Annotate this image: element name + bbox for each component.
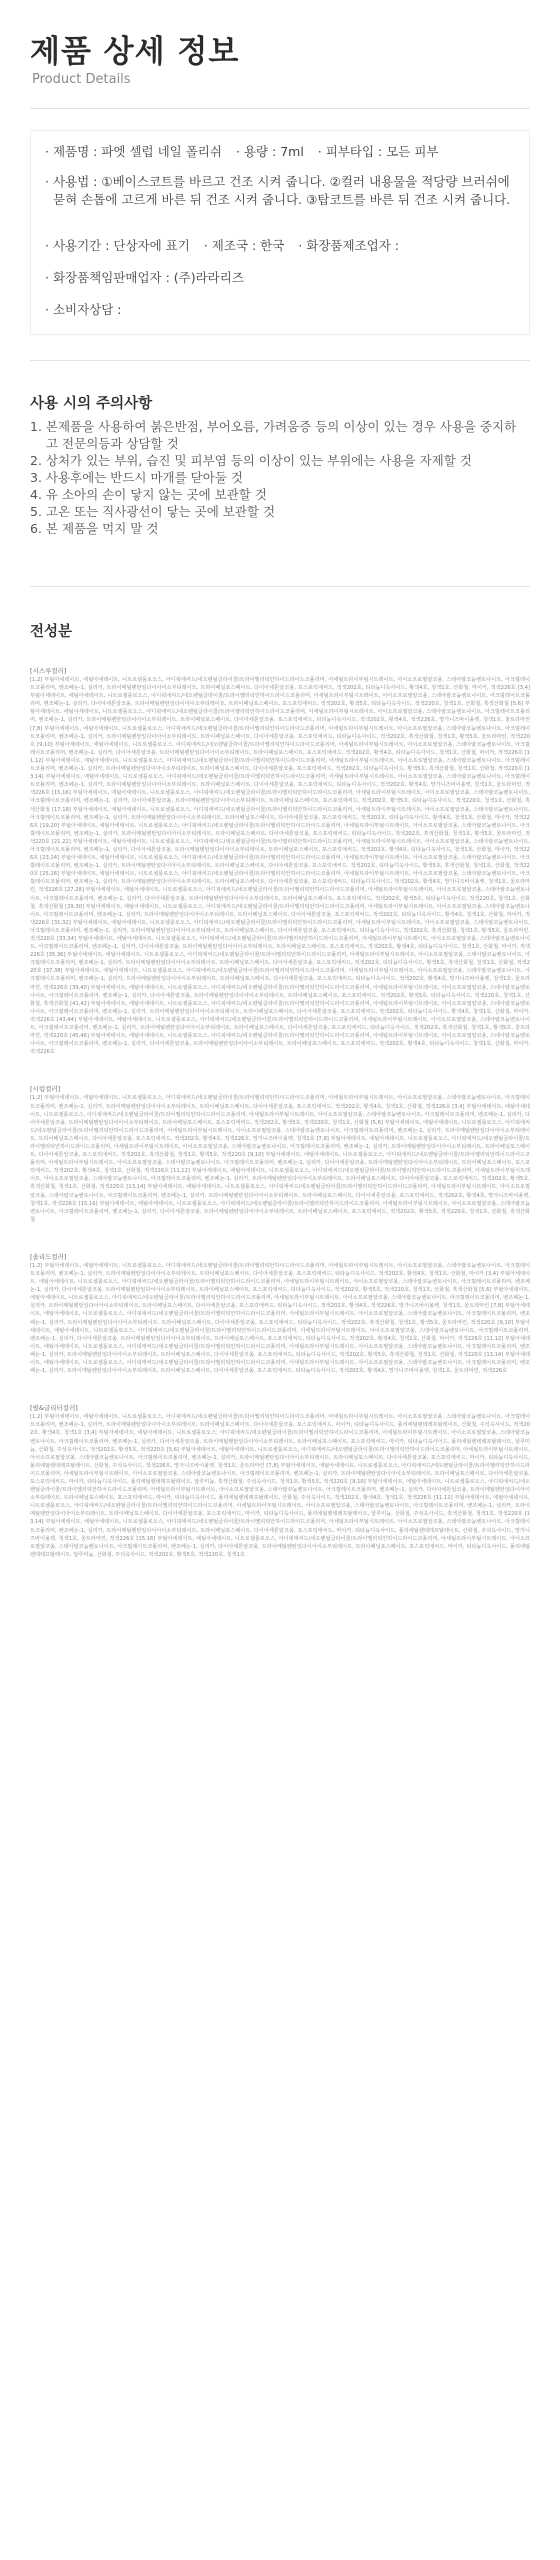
usage-text: 사용법 : ①베이스코트를 바르고 건조 시켜 줍니다. ②컬러 내용물을 적당량 브러쉬에 묻혀 손톱에 고르게 바른 뒤 건조 시켜 줍니다. ③탑코트를 바른 뒤 건조 시켜 줍니다. <box>53 174 511 207</box>
ingredient-group-text: [1,2] 부틸아세테이트, 에틸아세테이트, 니트로셀룰로오스, 아디픽애씨드/네오펜틸글라이콜/트라이멜리틱안하이드라이드코폴리머, 아세틸트라이부틸시트레이트, 아이소프로필알코올, 스테아랄코늄벤토나이트, 아크릴레이트코폴리머, 벤조페논-1, 실리카, 트라이메틸펜탄일다이아이소부티레이트, 트라이페닐포스페이트, 다이아세톤알코올, 포스포릭애씨드, 마이카, 티타늄디옥사이드, 폴리에틸렌테레프탈레이트, 산화철, 주석옥사이드, 적색202호, 황색4호, 청색1호 [3,4] 부틸아세테이트, 에틸아세테이트, 니트로셀룰로오스, 아디픽애씨드/네오펜틸글라이콜/트라이멜리틱안하이드라이드코폴리머, 아세틸트라이부틸시트레이트, 아이소프로필알코올, 스테아랄코늄벤토나이트, 아크릴레이트코폴리머, 벤조페논-1, 실리카, 다이아세톤알코올, 트라이메틸펜탄일다이아이소부티레이트, 트라이페닐포스페이트, 포스포릭애씨드, 마이카, 티타늄디옥사이드, 폴리에틸렌테레프탈레이트, 알루미늄, 산화철, 주석옥사이드, 적색202호, 황색5호, 적색220호 [5,6] 부틸아세테이트, 에틸아세테이트, 니트로셀룰로오스, 아디픽애씨드/네오펜틸글라이콜/트라이멜리틱안하이드라이드코폴리머, 아세틸트라이부틸시트레이트, 아이소프로필알코올, 스테아랄코늄벤토나이트, 아크릴레이트코폴리머, 벤조페논-1, 실리카, 트라이메틸펜탄일다이아이소부티레이트, 트라이페닐포스페이트, 다이아세톤알코올, 포스포릭애씨드, 마이카, 티타늄디옥사이드, 폴리에틸렌테레프탈레이트, 산화철, 주석옥사이드, 적색226호, 망가니즈바이올렛, 청색1호, 울트라마린 [7,8] 부틸아세테이트, 에틸아세테이트, 니트로셀룰로오스, 아디픽애씨드/네오펜틸글라이콜/트라이멜리틱안하이드라이드코폴리머, 아세틸트라이부틸시트레이트, 아이소프로필알코올, 스테아랄코늄벤토나이트, 아크릴레이트코폴리머, 벤조페논-1, 실리카, 트라이메틸펜탄일다이아이소부티레이트, 트라이페닐포스페이트, 다이아세톤알코올, 포스포릭애씨드, 마이카, 티타늄디옥사이드, 폴리에틸렌테레프탈레이트, 알루미늄, 흑색산화철, 주석옥사이드, 청색1호, 황색5호, 적색220호 [9,10] 부틸아세테이트, 에틸아세테이트, 니트로셀룰로오스, 아디픽애씨드/네오펜틸글라이콜/트라이멜리틱안하이드라이드코폴리머, 아세틸트라이부틸시트레이트, 아이소프로필알코올, 스테아랄코늄벤토나이트, 아크릴레이트코폴리머, 벤조페논-1, 실리카, 다이아세톤알코올, 트라이메틸펜탄일다이아이소부티레이트, 트라이페닐포스페이트, 포스포릭애씨드, 마이카, 티타늄디옥사이드, 폴리에틸렌테레프탈레이트, 산화철, 주석옥사이드, 적색202호, 황색4호, 청색1호, 적색226호 [11,12] 부틸아세테이트, 에틸아세테이트, 니트로셀룰로오스, 아디픽애씨드/네오펜틸글라이콜/트라이멜리틱안하이드라이드코폴리머, 아세틸트라이부틸시트레이트, 아이소프로필알코올, 스테아랄코늄벤토나이트, 아크릴레이트코폴리머, 벤조페논-1, 실리카, 트라이메틸펜탄일다이아이소부티레이트, 트라이페닐포스페이트, 다이아세톤알코올, 포스포릭애씨드, 마이카, 티타늄디옥사이드, 폴리에틸렌테레프탈레이트, 알루미늄, 산화철, 주석옥사이드, 흑색산화철, 청색1호, 적색220호 [13,14] 부틸아세테이트, 에틸아세테이트, 니트로셀룰로오스, 아디픽애씨드/네오펜틸글라이콜/트라이멜리틱안하이드라이드코폴리머, 아세틸트라이부틸시트레이트, 아이소프로필알코올, 스테아랄코늄벤토나이트, 아크릴레이트코폴리머, 벤조페논-1, 실리카, 트라이메틸펜탄일다이아이소부티레이트, 트라이페닐포스페이트, 다이아세톤알코올, 포스포릭애씨드, 마이카, 티타늄디옥사이드, 폴리에틸렌테레프탈레이트, 산화철, 주석옥사이드, 망가니즈바이올렛, 청색1호, 울트라마린, 적색226호 [15,16] 부틸아세테이트, 에틸아세테이트, 니트로셀룰로오스, 아디픽애씨드/네오펜틸글라이콜/트라이멜리틱안하이드라이드코폴리머, 아세틸트라이부틸시트레이트, 아이소프로필알코올, 스테아랄코늄벤토나이트, 아크릴레이트코폴리머, 벤조페논-1, 실리카, 다이아세톤알코올, 트라이메틸펜탄일다이아이소부티레이트, 트라이페닐포스페이트, 포스포릭애씨드, 마이카, 티타늄디옥사이드, 폴리에틸렌테레프탈레이트, 알루미늄, 산화철, 주석옥사이드, 적색202호, 황색5호, 적색220호, 청색1호 <box>30 1414 530 1558</box>
product-info-box <box>30 130 530 335</box>
ingredient-group-heading: [펄&글리터컬러] <box>30 1404 78 1413</box>
info-country: · 제조국 : 한국 <box>203 238 285 253</box>
cautions-list <box>30 418 530 537</box>
caution-item: 3. 사용후에는 반드시 마개를 닫아둘 것 <box>30 470 243 485</box>
usage-bullet: · <box>45 174 49 189</box>
ingredient-group-heading: [시스루컬러] <box>30 667 67 675</box>
info-product-name: · 제품명 : 파엣 셀럽 네일 폴리쉬 <box>45 144 222 159</box>
ingredient-group-text: [1,2] 부틸아세테이트, 에틸아세테이트, 니트로셀룰로오스, 아디픽애씨드/네오펜틸글라이콜/트라이멜리틱안하이드라이드코폴리머, 아세틸트라이부틸시트레이트, 아이소프로필알코올, 스테아랄코늄벤토나이트, 아크릴레이트코폴리머, 벤조페논-1, 실리카, 트라이메틸펜탄일다이아이소부티레이트, 트라이페닐포스페이트, 다이아세톤알코올, 포스포릭애씨드, 티타늄디옥사이드, 적색202호, 황색4호, 청색1호, 산화철, 마이카 [3,4] 부틸아세테이트, 에틸아세테이트, 니트로셀룰로오스, 아디픽애씨드/네오펜틸글라이콜/트라이멜리틱안하이드라이드코폴리머, 아세틸트라이부틸시트레이트, 아이소프로필알코올, 스테아랄코늄벤토나이트, 아크릴레이트코폴리머, 벤조페논-1, 실리카, 다이아세톤알코올, 트라이메틸펜탄일다이아이소부티레이트, 트라이페닐포스페이트, 포스포릭애씨드, 티타늄디옥사이드, 적색202호, 황색5호, 적색220호, 청색1호, 산화철, 흑색산화철 [5,6] 부틸아세테이트, 에틸아세테이트, 니트로셀룰로오스, 아디픽애씨드/네오펜틸글라이콜/트라이멜리틱안하이드라이드코폴리머, 아세틸트라이부틸시트레이트, 아이소프로필알코올, 스테아랄코늄벤토나이트, 아크릴레이트코폴리머, 벤조페논-1, 실리카, 트라이메틸펜탄일다이아이소부티레이트, 트라이페닐포스페이트, 다이아세톤알코올, 포스포릭애씨드, 티타늄디옥사이드, 적색202호, 황색4호, 적색226호, 망가니즈바이올렛, 청색1호, 울트라마린 [7,8] 부틸아세테이트, 에틸아세테이트, 니트로셀룰로오스, 아디픽애씨드/네오펜틸글라이콜/트라이멜리틱안하이드라이드코폴리머, 아세틸트라이부틸시트레이트, 아이소프로필알코올, 스테아랄코늄벤토나이트, 아크릴레이트코폴리머, 벤조페논-1, 실리카, 트라이메틸펜탄일다이아이소부티레이트, 트라이페닐포스페이트, 다이아세톤알코올, 포스포릭애씨드, 티타늄디옥사이드, 적색202호, 흑색산화철, 청색1호, 황색5호, 울트라마린, 적색220호 [9,10] 부틸아세테이트, 에틸아세테이트, 니트로셀룰로오스, 아디픽애씨드/네오펜틸글라이콜/트라이멜리틱안하이드라이드코폴리머, 아세틸트라이부틸시트레이트, 아이소프로필알코올, 스테아랄코늄벤토나이트, 아크릴레이트코폴리머, 벤조페논-1, 실리카, 다이아세톤알코올, 트라이메틸펜탄일다이아이소부티레이트, 트라이페닐포스페이트, 포스포릭애씨드, 티타늄디옥사이드, 적색202호, 황색4호, 청색1호, 산화철, 마이카, 적색226호 [11,12] 부틸아세테이트, 에틸아세테이트, 니트로셀룰로오스, 아디픽애씨드/네오펜틸글라이콜/트라이멜리틱안하이드라이드코폴리머, 아세틸트라이부틸시트레이트, 아이소프로필알코올, 스테아랄코늄벤토나이트, 아크릴레이트코폴리머, 벤조페논-1, 실리카, 트라이메틸펜탄일다이아이소부티레이트, 트라이페닐포스페이트, 다이아세톤알코올, 포스포릭애씨드, 티타늄디옥사이드, 적색202호, 황색5호, 흑색산화철, 청색1호, 산화철, 적색220호 [13,14] 부틸아세테이트, 에틸아세테이트, 니트로셀룰로오스, 아디픽애씨드/네오펜틸글라이콜/트라이멜리틱안하이드라이드코폴리머, 아세틸트라이부틸시트레이트, 아이소프로필알코올, 스테아랄코늄벤토나이트, 아크릴레이트코폴리머, 벤조페논-1, 실리카, 트라이메틸펜탄일다이아이소부티레이트, 트라이페닐포스페이트, 다이아세톤알코올, 포스포릭애씨드, 티타늄디옥사이드, 적색202호, 황색4호, 망가니즈바이올렛, 청색1호, 울트라마린, 적색226호 <box>30 1262 530 1375</box>
info-volume: · 용량 : 7ml <box>235 144 304 159</box>
info-row-basic <box>45 143 438 161</box>
page-subtitle: Product Details <box>32 72 131 87</box>
ingredients-title: 전성분 <box>30 624 73 640</box>
info-period: · 사용기간 : 단상자에 표기 <box>45 238 190 253</box>
info-row-origin <box>45 237 399 255</box>
page-title: 제품 상세 정보 <box>30 34 240 70</box>
title-divider <box>30 108 530 109</box>
cautions-title: 사용 시의 주의사항 <box>30 396 153 412</box>
caution-item: 2. 상처가 있는 부위, 습진 및 피부염 등의 이상이 있는 부위에는 사용을 자제할 것 <box>30 453 472 468</box>
info-seller: · 화장품책임판매업자 : (주)라라리즈 <box>45 270 244 285</box>
caution-item: 1. 본제품을 사용하여 붉은반점, 부어오름, 가려움증 등의 이상이 있는 경우 사용을 중지하고 전문의등과 상담할 것 <box>30 419 517 451</box>
info-skin-type: · 피부타입 : 모든 피부 <box>317 144 439 159</box>
info-consultation: · 소비자상담 : <box>45 302 122 317</box>
section-divider-1 <box>30 360 530 361</box>
caution-item: 4. 유 소아의 손이 닿지 않는 곳에 보관할 것 <box>30 487 267 502</box>
ingredient-group-heading: [시럽컬러] <box>30 1085 61 1094</box>
ingredient-group-text: [1,2] 부틸아세테이트, 에틸아세테이트, 니트로셀룰로오스, 아디픽애씨드/네오펜틸글라이콜/트라이멜리틱안하이드라이드코폴리머, 아세틸트라이부틸시트레이트, 아이소프로필알코올, 스테아랄코늄벤토나이트, 아크릴레이트코폴리머, 벤조페논-1, 실리카, 트라이메틸펜탄일다이아이소부티레이트, 트라이페닐포스페이트, 다이아세톤알코올, 포스포릭애씨드, 적색202호, 티타늄디옥사이드, 황색4호, 청색1호, 산화철, 마이카, 적색226호 [3,4] 부틸아세테이트, 에틸아세테이트, 니트로셀룰로오스, 아디픽애씨드/네오펜틸글라이콜/트라이멜리틱안하이드라이드코폴리머, 아세틸트라이부틸시트레이트, 아이소프로필알코올, 스테아랄코늄벤토나이트, 아크릴레이트코폴리머, 벤조페논-1, 실리카, 다이아세톤알코올, 트라이메틸펜탄일다이아이소부티레이트, 트라이페닐포스페이트, 포스포릭애씨드, 적색202호, 황색5호, 티타늄디옥사이드, 적색220호, 청색1호, 산화철, 흑색산화철 [5,6] 부틸아세테이트, 에틸아세테이트, 니트로셀룰로오스, 아디픽애씨드/네오펜틸글라이콜/트라이멜리틱안하이드라이드코폴리머, 아세틸트라이부틸시트레이트, 아이소프로필알코올, 스테아랄코늄벤토나이트, 아크릴레이트코폴리머, 벤조페논-1, 실리카, 트라이메틸펜탄일다이아이소부티레이트, 트라이페닐포스페이트, 다이아세톤알코올, 포스포릭애씨드, 티타늄디옥사이드, 적색202호, 황색4호, 적색226호, 망가니즈바이올렛, 청색1호, 울트라마린 [7,8] 부틸아세테이트, 에틸아세테이트, 니트로셀룰로오스, 아디픽애씨드/네오펜틸글라이콜/트라이멜리틱안하이드라이드코폴리머, 아세틸트라이부틸시트레이트, 아이소프로필알코올, 스테아랄코늄벤토나이트, 아크릴레이트코폴리머, 벤조페논-1, 실리카, 트라이메틸펜탄일다이아이소부티레이트, 트라이페닐포스페이트, 다이아세톤알코올, 포스포릭애씨드, 티타늄디옥사이드, 적색202호, 흑색산화철, 청색1호, 황색5호, 울트라마린, 적색220호 [9,10] 부틸아세테이트, 에틸아세테이트, 니트로셀룰로오스, 아디픽애씨드/네오펜틸글라이콜/트라이멜리틱안하이드라이드코폴리머, 아세틸트라이부틸시트레이트, 아이소프로필알코올, 스테아랄코늄벤토나이트, 아크릴레이트코폴리머, 벤조페논-1, 실리카, 다이아세톤알코올, 트라이메틸펜탄일다이아이소부티레이트, 트라이페닐포스페이트, 포스포릭애씨드, 적색202호, 황색4호, 티타늄디옥사이드, 청색1호, 산화철, 마이카, 적색226호 [11,12] 부틸아세테이트, 에틸아세테이트, 니트로셀룰로오스, 아디픽애씨드/네오펜틸글라이콜/트라이멜리틱안하이드라이드코폴리머, 아세틸트라이부틸시트레이트, 아이소프로필알코올, 스테아랄코늄벤토나이트, 아크릴레이트코폴리머, 벤조페논-1, 실리카, 트라이메틸펜탄일다이아이소부티레이트, 트라이페닐포스페이트, 다이아세톤알코올, 포스포릭애씨드, 적색202호, 티타늄디옥사이드, 황색5호, 흑색산화철, 청색1호, 산화철, 적색220호 [13,14] 부틸아세테이트, 에틸아세테이트, 니트로셀룰로오스, 아디픽애씨드/네오펜틸글라이콜/트라이멜리틱안하이드라이드코폴리머, 아세틸트라이부틸시트레이트, 아이소프로필알코올, 스테아랄코늄벤토나이트, 아크릴레이트코폴리머, 벤조페논-1, 실리카, 트라이메틸펜탄일다이아이소부티레이트, 트라이페닐포스페이트, 다이아세톤알코올, 포스포릭애씨드, 티타늄디옥사이드, 적색202호, 황색4호, 망가니즈바이올렛, 청색1호, 울트라마린, 적색226호 [15,16] 부틸아세테이트, 에틸아세테이트, 니트로셀룰로오스, 아디픽애씨드/네오펜틸글라이콜/트라이멜리틱안하이드라이드코폴리머, 아세틸트라이부틸시트레이트, 아이소프로필알코올, 스테아랄코늄벤토나이트, 아크릴레이트코폴리머, 벤조페논-1, 실리카, 다이아세톤알코올, 트라이메틸펜탄일다이아이소부티레이트, 트라이페닐포스페이트, 포스포릭애씨드, 적색202호, 황색5호, 티타늄디옥사이드, 적색220호, 청색1호, 산화철, 흑색산화철 [17,18] 부틸아세테이트, 에틸아세테이트, 니트로셀룰로오스, 아디픽애씨드/네오펜틸글라이콜/트라이멜리틱안하이드라이드코폴리머, 아세틸트라이부틸시트레이트, 아이소프로필알코올, 스테아랄코늄벤토나이트, 아크릴레이트코폴리머, 벤조페논-1, 실리카, 트라이메틸펜탄일다이아이소부티레이트, 트라이페닐포스페이트, 다이아세톤알코올, 포스포릭애씨드, 적색202호, 티타늄디옥사이드, 황색4호, 청색1호, 산화철, 마이카, 적색226호 [19,20] 부틸아세테이트, 에틸아세테이트, 니트로셀룰로오스, 아디픽애씨드/네오펜틸글라이콜/트라이멜리틱안하이드라이드코폴리머, 아세틸트라이부틸시트레이트, 아이소프로필알코올, 스테아랄코늄벤토나이트, 아크릴레이트코폴리머, 벤조페논-1, 실리카, 트라이메틸펜탄일다이아이소부티레이트, 트라이페닐포스페이트, 다이아세톤알코올, 포스포릭애씨드, 티타늄디옥사이드, 적색202호, 흑색산화철, 청색1호, 황색5호, 울트라마린, 적색220호 [21,22] 부틸아세테이트, 에틸아세테이트, 니트로셀룰로오스, 아디픽애씨드/네오펜틸글라이콜/트라이멜리틱안하이드라이드코폴리머, 아세틸트라이부틸시트레이트, 아이소프로필알코올, 스테아랄코늄벤토나이트, 아크릴레이트코폴리머, 벤조페논-1, 실리카, 다이아세톤알코올, 트라이메틸펜탄일다이아이소부티레이트, 트라이페닐포스페이트, 포스포릭애씨드, 적색202호, 황색4호, 티타늄디옥사이드, 청색1호, 산화철, 마이카, 적색226호 [23,24] 부틸아세테이트, 에틸아세테이트, 니트로셀룰로오스, 아디픽애씨드/네오펜틸글라이콜/트라이멜리틱안하이드라이드코폴리머, 아세틸트라이부틸시트레이트, 아이소프로필알코올, 스테아랄코늄벤토나이트, 아크릴레이트코폴리머, 벤조페논-1, 실리카, 트라이메틸펜탄일다이아이소부티레이트, 트라이페닐포스페이트, 다이아세톤알코올, 포스포릭애씨드, 적색202호, 티타늄디옥사이드, 황색5호, 흑색산화철, 청색1호, 산화철, 적색220호 [25,26] 부틸아세테이트, 에틸아세테이트, 니트로셀룰로오스, 아디픽애씨드/네오펜틸글라이콜/트라이멜리틱안하이드라이드코폴리머, 아세틸트라이부틸시트레이트, 아이소프로필알코올, 스테아랄코늄벤토나이트, 아크릴레이트코폴리머, 벤조페논-1, 실리카, 트라이메틸펜탄일다이아이소부티레이트, 트라이페닐포스페이트, 다이아세톤알코올, 포스포릭애씨드, 티타늄디옥사이드, 적색202호, 황색4호, 망가니즈바이올렛, 청색1호, 울트라마린, 적색226호 [27,28] 부틸아세테이트, 에틸아세테이트, 니트로셀룰로오스, 아디픽애씨드/네오펜틸글라이콜/트라이멜리틱안하이드라이드코폴리머, 아세틸트라이부틸시트레이트, 아이소프로필알코올, 스테아랄코늄벤토나이트, 아크릴레이트코폴리머, 벤조페논-1, 실리카, 다이아세톤알코올, 트라이메틸펜탄일다이아이소부티레이트, 트라이페닐포스페이트, 포스포릭애씨드, 적색202호, 황색5호, 티타늄디옥사이드, 적색220호, 청색1호, 산화철, 흑색산화철 [29,30] 부틸아세테이트, 에틸아세테이트, 니트로셀룰로오스, 아디픽애씨드/네오펜틸글라이콜/트라이멜리틱안하이드라이드코폴리머, 아세틸트라이부틸시트레이트, 아이소프로필알코올, 스테아랄코늄벤토나이트, 아크릴레이트코폴리머, 벤조페논-1, 실리카, 트라이메틸펜탄일다이아이소부티레이트, 트라이페닐포스페이트, 다이아세톤알코올, 포스포릭애씨드, 적색202호, 티타늄디옥사이드, 황색4호, 청색1호, 산화철, 마이카, 적색226호 [31,32] 부틸아세테이트, 에틸아세테이트, 니트로셀룰로오스, 아디픽애씨드/네오펜틸글라이콜/트라이멜리틱안하이드라이드코폴리머, 아세틸트라이부틸시트레이트, 아이소프로필알코올, 스테아랄코늄벤토나이트, 아크릴레이트코폴리머, 벤조페논-1, 실리카, 트라이메틸펜탄일다이아이소부티레이트, 트라이페닐포스페이트, 다이아세톤알코올, 포스포릭애씨드, 티타늄디옥사이드, 적색202호, 흑색산화철, 청색1호, 황색5호, 울트라마린, 적색220호 [33,34] 부틸아세테이트, 에틸아세테이트, 니트로셀룰로오스, 아디픽애씨드/네오펜틸글라이콜/트라이멜리틱안하이드라이드코폴리머, 아세틸트라이부틸시트레이트, 아이소프로필알코올, 스테아랄코늄벤토나이트, 아크릴레이트코폴리머, 벤조페논-1, 실리카, 다이아세톤알코올, 트라이메틸펜탄일다이아이소부티레이트, 트라이페닐포스페이트, 포스포릭애씨드, 적색202호, 황색4호, 티타늄디옥사이드, 청색1호, 산화철, 마이카, 적색226호 [35,36] 부틸아세테이트, 에틸아세테이트, 니트로셀룰로오스, 아디픽애씨드/네오펜틸글라이콜/트라이멜리틱안하이드라이드코폴리머, 아세틸트라이부틸시트레이트, 아이소프로필알코올, 스테아랄코늄벤토나이트, 아크릴레이트코폴리머, 벤조페논-1, 실리카, 트라이메틸펜탄일다이아이소부티레이트, 트라이페닐포스페이트, 다이아세톤알코올, 포스포릭애씨드, 적색202호, 티타늄디옥사이드, 황색5호, 흑색산화철, 청색1호, 산화철, 적색220호 [37,38] 부틸아세테이트, 에틸아세테이트, 니트로셀룰로오스, 아디픽애씨드/네오펜틸글라이콜/트라이멜리틱안하이드라이드코폴리머, 아세틸트라이부틸시트레이트, 아이소프로필알코올, 스테아랄코늄벤토나이트, 아크릴레이트코폴리머, 벤조페논-1, 실리카, 트라이메틸펜탄일다이아이소부티레이트, 트라이페닐포스페이트, 다이아세톤알코올, 포스포릭애씨드, 티타늄디옥사이드, 적색202호, 황색4호, 망가니즈바이올렛, 청색1호, 울트라마린, 적색226호 [39,40] 부틸아세테이트, 에틸아세테이트, 니트로셀룰로오스, 아디픽애씨드/네오펜틸글라이콜/트라이멜리틱안하이드라이드코폴리머, 아세틸트라이부틸시트레이트, 아이소프로필알코올, 스테아랄코늄벤토나이트, 아크릴레이트코폴리머, 벤조페논-1, 실리카, 다이아세톤알코올, 트라이메틸펜탄일다이아이소부티레이트, 트라이페닐포스페이트, 포스포릭애씨드, 적색202호, 황색5호, 티타늄디옥사이드, 적색220호, 청색1호, 산화철, 흑색산화철 [41,42] 부틸아세테이트, 에틸아세테이트, 니트로셀룰로오스, 아디픽애씨드/네오펜틸글라이콜/트라이멜리틱안하이드라이드코폴리머, 아세틸트라이부틸시트레이트, 아이소프로필알코올, 스테아랄코늄벤토나이트, 아크릴레이트코폴리머, 벤조페논-1, 실리카, 트라이메틸펜탄일다이아이소부티레이트, 트라이페닐포스페이트, 다이아세톤알코올, 포스포릭애씨드, 적색202호, 티타늄디옥사이드, 황색4호, 청색1호, 산화철, 마이카, 적색226호 [43,44] 부틸아세테이트, 에틸아세테이트, 니트로셀룰로오스, 아디픽애씨드/네오펜틸글라이콜/트라이멜리틱안하이드라이드코폴리머, 아세틸트라이부틸시트레이트, 아이소프로필알코올, 스테아랄코늄벤토나이트, 아크릴레이트코폴리머, 벤조페논-1, 실리카, 트라이메틸펜탄일다이아이소부티레이트, 트라이페닐포스페이트, 다이아세톤알코올, 포스포릭애씨드, 티타늄디옥사이드, 적색202호, 흑색산화철, 청색1호, 황색5호, 울트라마린, 적색220호 [45,46] 부틸아세테이트, 에틸아세테이트, 니트로셀룰로오스, 아디픽애씨드/네오펜틸글라이콜/트라이멜리틱안하이드라이드코폴리머, 아세틸트라이부틸시트레이트, 아이소프로필알코올, 스테아랄코늄벤토나이트, 아크릴레이트코폴리머, 벤조페논-1, 실리카, 다이아세톤알코올, 트라이메틸펜탄일다이아이소부티레이트, 트라이페닐포스페이트, 포스포릭애씨드, 적색202호, 황색4호, 티타늄디옥사이드, 청색1호, 산화철, 마이카, 적색226호 <box>30 677 530 1056</box>
info-manufacturer: · 화장품제조업자 : <box>298 238 399 253</box>
section-divider-2 <box>30 586 530 587</box>
ingredients-list <box>30 660 530 1559</box>
ingredient-group-text: [1,2] 부틸아세테이트, 에틸아세테이트, 니트로셀룰로오스, 아디픽애씨드/네오펜틸글라이콜/트라이멜리틱안하이드라이드코폴리머, 아세틸트라이부틸시트레이트, 아이소프로필알코올, 스테아랄코늄벤토나이트, 아크릴레이트코폴리머, 벤조페논-1, 실리카, 트라이메틸펜탄일다이아이소부티레이트, 트라이페닐포스페이트, 다이아세톤알코올, 포스포릭애씨드, 적색202호, 황색4호, 청색1호, 산화철, 적색226호 [3,4] 부틸아세테이트, 에틸아세테이트, 니트로셀룰로오스, 아디픽애씨드/네오펜틸글라이콜/트라이멜리틱안하이드라이드코폴리머, 아세틸트라이부틸시트레이트, 아이소프로필알코올, 스테아랄코늄벤토나이트, 아크릴레이트코폴리머, 벤조페논-1, 실리카, 다이아세톤알코올, 트라이메틸펜탄일다이아이소부티레이트, 트라이페닐포스페이트, 포스포릭애씨드, 적색202호, 황색5호, 적색220호, 청색1호, 산화철 [5,6] 부틸아세테이트, 에틸아세테이트, 니트로셀룰로오스, 아디픽애씨드/네오펜틸글라이콜/트라이멜리틱안하이드라이드코폴리머, 아세틸트라이부틸시트레이트, 아이소프로필알코올, 스테아랄코늄벤토나이트, 아크릴레이트코폴리머, 벤조페논-1, 실리카, 트라이메틸펜탄일다이아이소부티레이트, 트라이페닐포스페이트, 다이아세톤알코올, 포스포릭애씨드, 적색202호, 황색4호, 적색226호, 망가니즈바이올렛, 청색1호 [7,8] 부틸아세테이트, 에틸아세테이트, 니트로셀룰로오스, 아디픽애씨드/네오펜틸글라이콜/트라이멜리틱안하이드라이드코폴리머, 아세틸트라이부틸시트레이트, 아이소프로필알코올, 스테아랄코늄벤토나이트, 아크릴레이트코폴리머, 벤조페논-1, 실리카, 트라이메틸펜탄일다이아이소부티레이트, 트라이페닐포스페이트, 다이아세톤알코올, 포스포릭애씨드, 적색202호, 흑색산화철, 청색1호, 황색5호, 적색220호 [9,10] 부틸아세테이트, 에틸아세테이트, 니트로셀룰로오스, 아디픽애씨드/네오펜틸글라이콜/트라이멜리틱안하이드라이드코폴리머, 아세틸트라이부틸시트레이트, 아이소프로필알코올, 스테아랄코늄벤토나이트, 아크릴레이트코폴리머, 벤조페논-1, 실리카, 다이아세톤알코올, 트라이메틸펜탄일다이아이소부티레이트, 트라이페닐포스페이트, 포스포릭애씨드, 적색202호, 황색4호, 청색1호, 산화철, 적색226호 [11,12] 부틸아세테이트, 에틸아세테이트, 니트로셀룰로오스, 아디픽애씨드/네오펜틸글라이콜/트라이멜리틱안하이드라이드코폴리머, 아세틸트라이부틸시트레이트, 아이소프로필알코올, 스테아랄코늄벤토나이트, 아크릴레이트코폴리머, 벤조페논-1, 실리카, 트라이메틸펜탄일다이아이소부티레이트, 트라이페닐포스페이트, 다이아세톤알코올, 포스포릭애씨드, 적색202호, 황색5호, 흑색산화철, 청색1호, 산화철, 적색220호 [13,14] 부틸아세테이트, 에틸아세테이트, 니트로셀룰로오스, 아디픽애씨드/네오펜틸글라이콜/트라이멜리틱안하이드라이드코폴리머, 아세틸트라이부틸시트레이트, 아이소프로필알코올, 스테아랄코늄벤토나이트, 아크릴레이트코폴리머, 벤조페논-1, 실리카, 트라이메틸펜탄일다이아이소부티레이트, 트라이페닐포스페이트, 다이아세톤알코올, 포스포릭애씨드, 적색202호, 황색4호, 망가니즈바이올렛, 청색1호, 적색226호 [15,16] 부틸아세테이트, 에틸아세테이트, 니트로셀룰로오스, 아디픽애씨드/네오펜틸글라이콜/트라이멜리틱안하이드라이드코폴리머, 아세틸트라이부틸시트레이트, 아이소프로필알코올, 스테아랄코늄벤토나이트, 아크릴레이트코폴리머, 벤조페논-1, 실리카, 다이아세톤알코올, 트라이메틸펜탄일다이아이소부티레이트, 트라이페닐포스페이트, 포스포릭애씨드, 적색202호, 황색5호, 적색220호, 청색1호, 산화철, 흑색산화철 <box>30 1095 530 1223</box>
caution-item: 6. 본 제품을 먹지 말 것 <box>30 521 159 536</box>
ingredient-group-heading: [솔리드컬러] <box>30 1252 67 1261</box>
caution-item: 5. 고온 또는 직사광선이 닿는 곳에 보관할 것 <box>30 504 276 519</box>
